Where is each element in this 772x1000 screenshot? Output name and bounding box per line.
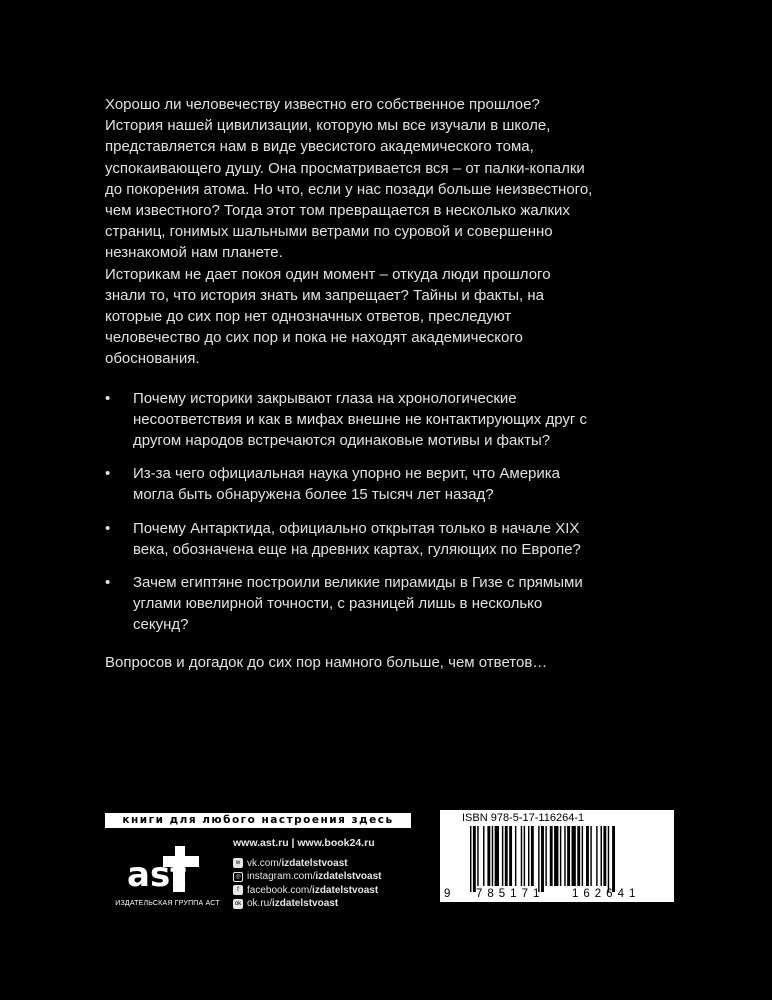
social-link-prefix: facebook.com/ [247, 884, 313, 896]
barcode-bar [470, 826, 471, 892]
barcode-bar [515, 826, 516, 886]
intro-paragraph: Хорошо ли человечеству известно его собственное прошлое? История нашей цивилизации, которую мы все изучали в школе, представляется нам в виде увесистого академического тома, успокаивающего душу. Она просматривается вся – от палки-копалки до покорения атома. Но что, если у нас позади больше неизвестного, чем известного? Тогда этот том превращается в несколько жалких страниц, гонимых шальными ветрами по суровой и совершенно незнакомой нам планете. [105, 96, 593, 262]
tagline-banner: книги для любого настроения здесь [105, 813, 411, 828]
social-link-handle: izdatelstvoast [315, 871, 382, 882]
barcode-bar [586, 826, 589, 886]
barcode-bar [473, 826, 476, 892]
website-links[interactable]: www.ast.ru | www.book24.ru [233, 837, 375, 849]
social-link-prefix: ok.ru/ [247, 898, 273, 909]
barcode-bar [612, 826, 615, 892]
bullet-marker: • [105, 519, 111, 537]
social-link-handle: izdatelstvoast [272, 898, 339, 909]
isbn-number: ISBN 978-5-17-116264-1 [462, 812, 585, 824]
social-link-handle: izdatelstvoast [312, 884, 379, 896]
publisher-logo [105, 840, 230, 910]
barcode-bar [541, 826, 544, 892]
instagram-icon: ◎ [233, 872, 243, 882]
social-link-handle: izdatelstvoast [281, 857, 348, 869]
barcode-right-digits: 162641 [572, 888, 641, 900]
barcode-bar [477, 826, 478, 886]
barcode-bar [554, 826, 558, 886]
barcode-bar [505, 826, 508, 886]
bullet-marker: • [105, 465, 111, 483]
bullet-marker: • [105, 389, 111, 407]
barcode-bar [564, 826, 565, 886]
social-link-facebook[interactable] [233, 884, 438, 898]
barcode-bar [538, 826, 539, 892]
bullet-marker: • [105, 574, 111, 592]
barcode-bar [550, 826, 553, 886]
list-item-text: Почему Антарктида, официально открытая только в начале XIX века, обозначена еще на древних картах, гуляющих по Европе? [133, 519, 581, 558]
barcode-bar [572, 826, 576, 886]
publisher-name: ИЗДАТЕЛЬСКАЯ ГРУППА АСТ [115, 900, 220, 907]
social-link-vk[interactable] [233, 857, 438, 871]
list-item-text: Почему историки закрывают глаза на хронологические несоответствия и как в мифах внешне не контактирующих друг с другом народов встречаются одинаковые мотивы и факты? [133, 389, 588, 450]
contact-links [233, 837, 438, 911]
list-item-text: Зачем египтяне построили великие пирамиды в Гизе с прямыми углами ювелирной точности, с разницей лишь в несколько секунд? [133, 574, 583, 634]
barcode-bar [524, 826, 525, 886]
barcode-icon [450, 826, 664, 892]
barcode-bar [531, 826, 534, 886]
barcode-bar [509, 826, 512, 886]
barcode-bar [545, 826, 546, 886]
barcode-bar [521, 826, 522, 886]
vk-icon: w [233, 858, 243, 868]
barcode-bar [495, 826, 499, 886]
barcode-bar [487, 826, 490, 886]
logo-lettering: ast [127, 855, 187, 895]
barcode-bar [483, 826, 484, 886]
barcode-first-digit: 9 [444, 888, 451, 900]
isbn-barcode [440, 810, 674, 902]
barcode-bar [601, 826, 602, 886]
list-item [105, 518, 595, 560]
barcode-left-digits: 785171 [476, 888, 545, 900]
social-link-prefix: instagram.com/ [247, 871, 316, 882]
list-item [105, 388, 595, 452]
barcode-bar [577, 826, 580, 886]
intro-paragraph: Историкам не дает покоя один момент – откуда люди прошлого знали то, что история знать им запрещает? Тайны и факты, на которые до сих пор нет однозначных ответов, преследуют человечество до сих пор и пока не находят академического обоснования. [105, 265, 551, 368]
social-link-prefix: vk.com/ [247, 857, 282, 869]
barcode-bar [492, 826, 493, 886]
odnoklassniki-icon: ok [234, 900, 242, 907]
barcode-bar [608, 826, 609, 892]
list-item-text: Из-за чего официальная наука упорно не верит, что Америка могла быть обнаружена более 15 тысяч лет назад? [133, 465, 561, 504]
barcode-bar [582, 826, 583, 886]
barcode-bar [590, 826, 591, 886]
back-cover-text [105, 94, 595, 673]
question-list [105, 388, 595, 636]
list-item [105, 463, 595, 505]
closing-line: Вопросов и догадок до сих пор намного больше, чем ответов… [105, 653, 548, 671]
ast-logo-icon [123, 840, 213, 898]
barcode-bar [528, 826, 529, 886]
social-link-odnoklassniki[interactable] [233, 897, 438, 911]
barcode-bar [603, 826, 606, 886]
barcode-bar [560, 826, 561, 886]
list-item [105, 572, 595, 636]
barcode-bar [596, 826, 597, 886]
barcode-bar [502, 826, 503, 886]
barcode-bar [567, 826, 570, 886]
social-link-instagram[interactable] [233, 870, 438, 884]
facebook-icon: f [233, 885, 243, 895]
